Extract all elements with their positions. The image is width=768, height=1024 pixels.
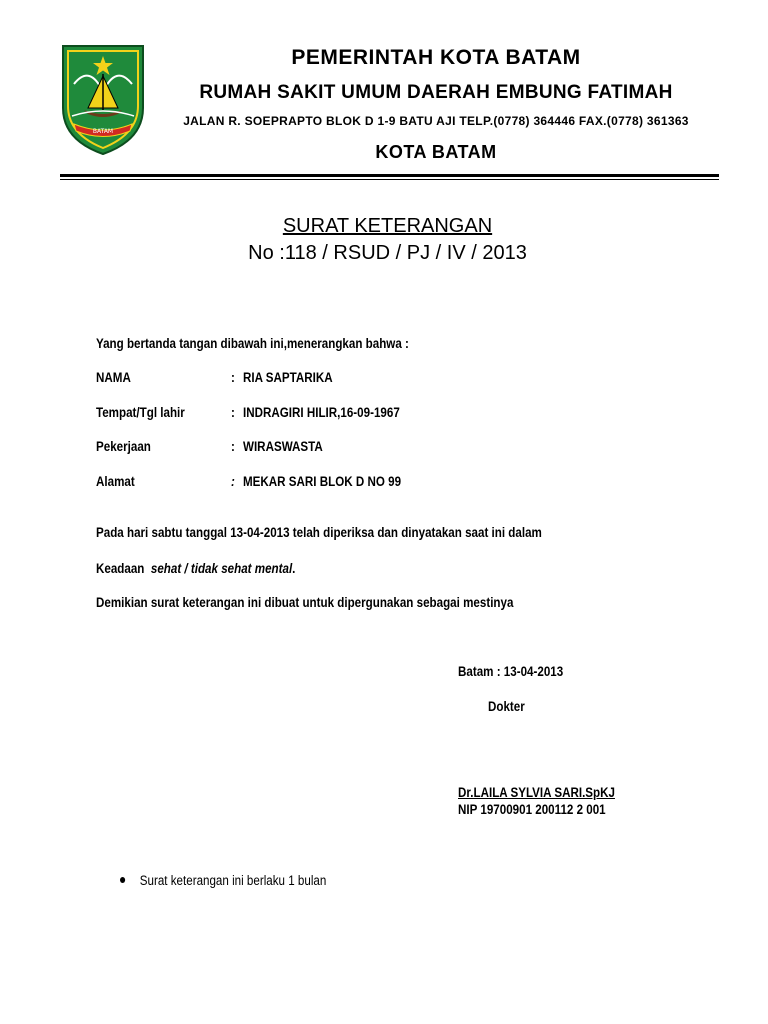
header-address: JALAN R. SOEPRAPTO BLOK D 1-9 BATU AJI TELP.(0778) 364446 FAX.(0778) 361363 — [183, 114, 689, 128]
field-value-nama: RIA SAPTARIKA — [243, 370, 333, 385]
field-label-birth: Tempat/Tgl lahir — [96, 405, 185, 420]
intro-text: Yang bertanda tangan dibawah ini,menerangkan bahwa : — [96, 336, 409, 351]
validity-note — [120, 873, 326, 888]
city-emblem-logo — [60, 44, 146, 156]
field-value-occupation: WIRASWASTA — [243, 439, 323, 454]
field-colon: : — [231, 439, 235, 454]
condition-period: . — [292, 561, 296, 576]
field-value-birth: INDRAGIRI HILIR,16-09-1967 — [243, 405, 400, 420]
field-colon: : — [231, 474, 235, 489]
header-divider-thick — [60, 174, 719, 177]
signature-place-date: Batam : 13-04-2013 — [458, 664, 564, 679]
field-colon: : — [231, 370, 235, 385]
condition-line — [96, 561, 295, 576]
condition-label: Keadaan — [96, 561, 145, 576]
closing-paragraph: Demikian surat keterangan ini dibuat untuk dipergunakan sebagai mestinya — [96, 595, 514, 610]
document-title: SURAT KETERANGAN — [282, 215, 493, 237]
field-value-address: MEKAR SARI BLOK D NO 99 — [243, 474, 402, 489]
logo-ribbon-text: BATAM — [92, 128, 114, 135]
field-colon: : — [231, 405, 235, 420]
validity-note-text: Surat keterangan ini berlaku 1 bulan — [139, 873, 327, 888]
field-label-occupation: Pekerjaan — [96, 439, 151, 454]
signature-doctor-name: Dr.LAILA SYLVIA SARI.SpKJ — [458, 785, 615, 800]
header-city: KOTA BATAM — [375, 142, 497, 162]
field-label-address: Alamat — [96, 474, 135, 489]
header-government: PEMERINTAH KOTA BATAM — [291, 46, 581, 69]
signature-role: Dokter — [488, 699, 525, 714]
field-label-nama: NAMA — [96, 370, 131, 385]
examination-paragraph: Pada hari sabtu tanggal 13-04-2013 telah diperiksa dan dinyatakan saat ini dalam — [96, 525, 542, 540]
header-divider-thin — [60, 179, 719, 180]
header-hospital-name: RUMAH SAKIT UMUM DAERAH EMBUNG FATIMAH — [199, 82, 673, 103]
document-number: No :118 / RSUD / PJ / IV / 2013 — [248, 242, 527, 264]
bullet-icon — [120, 877, 125, 883]
condition-value: sehat / tidak sehat mental — [150, 561, 293, 576]
signature-nip: NIP 19700901 200112 2 001 — [458, 802, 606, 817]
